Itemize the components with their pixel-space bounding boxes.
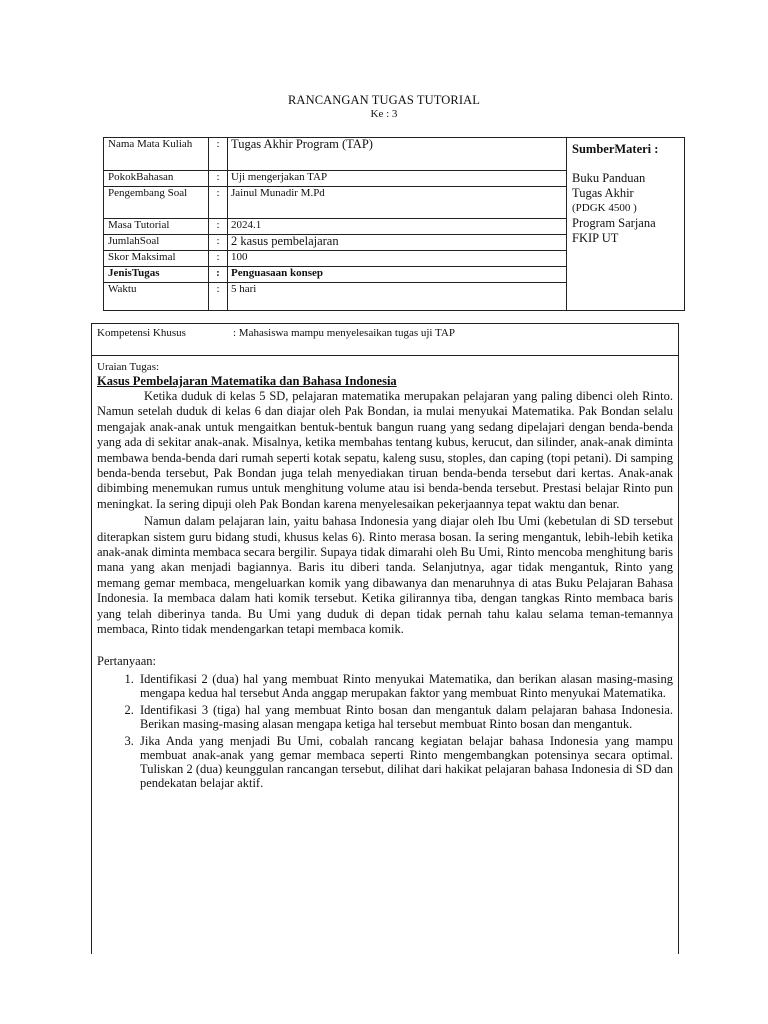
document-subtitle: Ke : 3 xyxy=(370,108,398,120)
row-label: Skor Maksimal xyxy=(104,251,209,267)
sumber-line: Buku Panduan xyxy=(572,171,646,185)
row-value: 2 kasus pembelajaran xyxy=(228,235,567,251)
kompetensi-row xyxy=(92,324,678,356)
row-colon: : xyxy=(209,171,228,187)
kompetensi-label: Kompetensi Khusus xyxy=(97,327,186,339)
row-label: Waktu xyxy=(104,283,209,311)
row-label: Nama Mata Kuliah xyxy=(104,138,209,171)
sumber-materi-label: SumberMateri : xyxy=(572,142,659,156)
row-label: Masa Tutorial xyxy=(104,219,209,235)
question-item: 3. Jika Anda yang menjadi Bu Umi, cobalah rancang kegiatan belajar bahasa Indonesia yang mampu membuat anak-anak yang gemar membaca seperti Rinto mengembangkan potensinya secara optimal. Tuliskan 2 (dua) keunggulan rancangan tersebut, dilihat dari hakikat pelajaran bahasa Indonesia di SD dan pendekatan belajar aktif. xyxy=(137,734,673,790)
questions-label: Pertanyaan: xyxy=(97,653,157,668)
row-value: 5 hari xyxy=(228,283,567,311)
sumber-line: FKIP UT xyxy=(572,231,619,245)
row-label: PokokBahasan xyxy=(104,171,209,187)
row-value: Uji mengerjakan TAP xyxy=(228,171,567,187)
row-value: Penguasaan konsep xyxy=(228,267,567,283)
task-content xyxy=(97,361,673,793)
question-item: 1. Identifikasi 2 (dua) hal yang membuat Rinto menyukai Matematika, dan berikan alasan masing-masing mengapa kedua hal tersebut Anda anggap merupakan faktor yang membuat Rinto menyukai Matematika. xyxy=(137,672,673,700)
row-colon: : xyxy=(209,187,228,219)
row-colon: : xyxy=(209,138,228,171)
row-colon: : xyxy=(209,235,228,251)
kompetensi-value: : Mahasiswa mampu menyelesaikan tugas uji TAP xyxy=(233,327,455,339)
case-title: Kasus Pembelajaran Matematika dan Bahasa Indonesia xyxy=(97,374,397,388)
row-value: 2024.1 xyxy=(228,219,567,235)
row-colon: : xyxy=(209,251,228,267)
case-paragraph: Ketika duduk di kelas 5 SD, pelajaran matematika merupakan pelajaran yang paling dibenci oleh Rinto. Namun setelah duduk di kelas 6 dan diajar oleh Pak Bondan, ia mulai menyukai Matematika. Pak Bondan selalu mengajak anak-anak untuk mengaitkan bentuk-bentuk bangun ruang yang sedang dipelajari dengan benda-benda yang ada di sekitar anak-anak. Misalnya, ketika membahas tentang kubus, kerucut, dan silinder, anak-anak diminta membawa benda-benda dari rumah seperti kotak sepatu, kaleng susu, stoples, dan caping (topi petani). Di samping benda-benda tersebut, Pak Bondan juga telah menyediakan tiruan benda-benda tersebut dari kertas. Anak-anak dibimbing menemukan rumus untuk menghitung volume atau isi benda-benda tersebut. Prestasi belajar Rinto pun meningkat. Ia sering dipuji oleh Pak Bondan karena menyelesaikan pekerjaannya tepat waktu dan benar. xyxy=(97,389,673,511)
row-value: 100 xyxy=(228,251,567,267)
sumber-line: Tugas Akhir xyxy=(572,186,634,200)
uraian-label: Uraian Tugas: xyxy=(97,361,160,373)
sumber-materi-cell xyxy=(567,138,685,311)
document-title: RANCANGAN TUGAS TUTORIAL xyxy=(288,93,480,107)
table-row xyxy=(104,138,685,171)
case-paragraph: Namun dalam pelajaran lain, yaitu bahasa Indonesia yang diajar oleh Ibu Umi (kebetulan di SD tersebut diterapkan sistem guru bidang studi, khusus kelas 6). Rinto merasa bosan. Ia sering mengantuk, lebih-lebih ketika anak-anak diminta membaca secara bergilir. Supaya tidak dimarahi oleh Bu Umi, Rinto mencoba menghitung baris mana yang akan menjadi bagiannya. Baris itu diberi tanda. Selanjutnya, agar tidak mengantuk, Rinto yang memang gemar membaca, mengeluarkan komik yang dibawanya dan menaruhnya di atas Buku Pelajaran Bahasa Indonesia. Ia membaca dalam hati komik tersebut. Ketika gilirannya tiba, dengan tangkas Rinto membaca baris yang telah diberinya tanda. Bu Umi yang duduk di depan tidak pernah tahu kalau selama teman-temannya membaca, Rinto tidak mendengarkan tetapi membaca komik. xyxy=(97,514,673,637)
question-item: 2. Identifikasi 3 (tiga) hal yang membuat Rinto bosan dan mengantuk dalam pelajaran bahasa Indonesia. Berikan masing-masing alasan mengapa ketiga hal tersebut membuat Rinto bosan dan mengantuk. xyxy=(137,703,673,731)
row-colon: : xyxy=(209,283,228,311)
row-label: Pengembang Soal xyxy=(104,187,209,219)
row-label: JumlahSoal xyxy=(104,235,209,251)
sumber-line: (PDGK 4500 ) xyxy=(572,202,637,214)
row-value: Jainul Munadir M.Pd xyxy=(228,187,567,219)
questions-list xyxy=(97,672,673,790)
row-value: Tugas Akhir Program (TAP) xyxy=(228,138,567,171)
task-box xyxy=(91,323,679,954)
row-colon: : xyxy=(209,267,228,283)
row-label: JenisTugas xyxy=(104,267,209,283)
row-colon: : xyxy=(209,219,228,235)
info-table xyxy=(103,137,685,311)
sumber-line: Program Sarjana xyxy=(572,216,656,230)
